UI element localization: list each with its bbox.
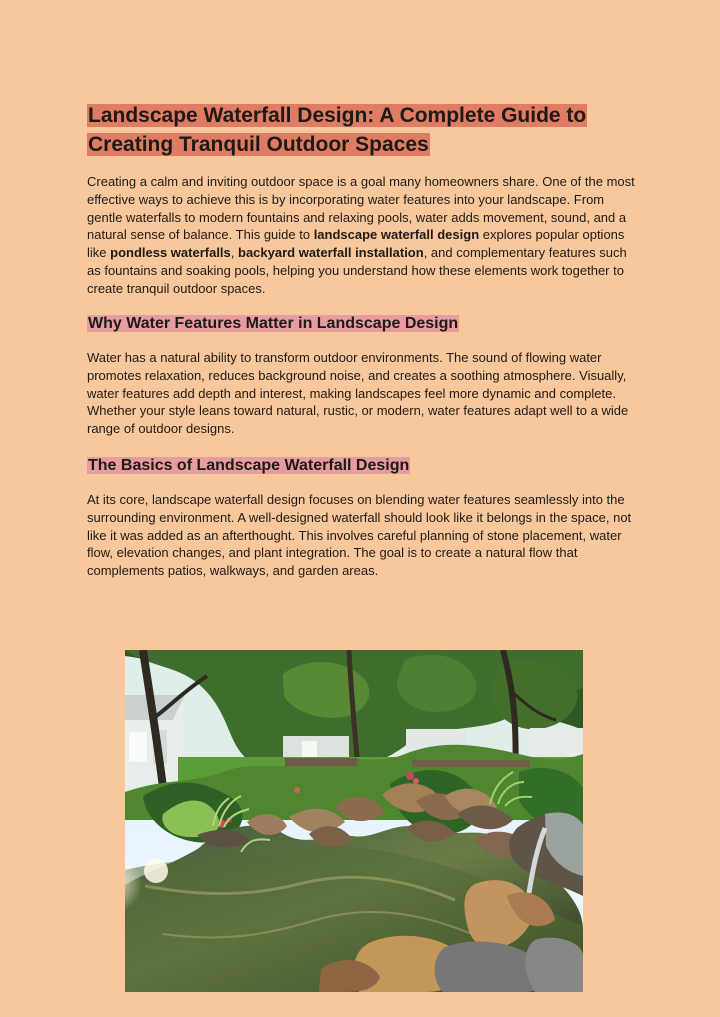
pondless-waterfalls-keyword: pondless waterfalls [110,245,231,261]
intro-text-part-3: , [230,245,239,261]
backyard-waterfall-installation-keyword: backyard waterfall installation [238,245,424,261]
document-title [87,101,647,159]
landscape-waterfall-design-keyword: landscape waterfall design [313,227,480,243]
section-heading-highlight: Why Water Features Matter in Landscape Design [88,315,459,332]
document-title-highlight: Landscape Waterfall Design: A Complete Guide to Creating Tranquil Outdoor Spaces [88,104,587,156]
section-heading-basics-waterfall-design [87,456,410,476]
intro-text-part-1: Creating a calm and inviting outdoor space is a goal many homeowners share. One of the most effective ways to achieve this is by incorporating water features into your landscape. From gentle waterfalls to modern fountains and relaxing pools, water adds movement, sound, and a natural sense of balance. This guide to [87,174,635,243]
section-body-why-water-features: Water has a natural ability to transform outdoor environments. The sound of flowing water promotes relaxation, reduces background noise, and creates a soothing atmosphere. Visually, water features add depth and interest, making landscapes feel more dynamic and complete. Whether your style leans toward natural, rustic, or modern, water features adapt well to a wide range of outdoor designs. [87,350,629,437]
backyard-waterfall-pond-icon [125,650,583,992]
intro-text-part-2: explores popular options like [87,227,625,261]
section-body-basics-waterfall-design: At its core, landscape waterfall design focuses on blending water features seamlessly into the surrounding environment. A well-designed waterfall should look like it belongs in the space, not like it was added as an afterthought. This involves careful planning of stone placement, water flow, elevation changes, and plant integration. The goal is to create a natural flow that complements patios, walkways, and garden areas. [87,492,632,579]
section-heading-why-water-features [87,314,459,334]
section-heading-highlight: The Basics of Landscape Waterfall Design [88,457,410,474]
intro-paragraph [87,173,637,298]
intro-text-part-4: , and complementary features such as fountains and soaking pools, helping you understand how these elements work together to create tranquil outdoor spaces. [87,245,627,296]
backyard-waterfall-pond-image [125,650,583,992]
